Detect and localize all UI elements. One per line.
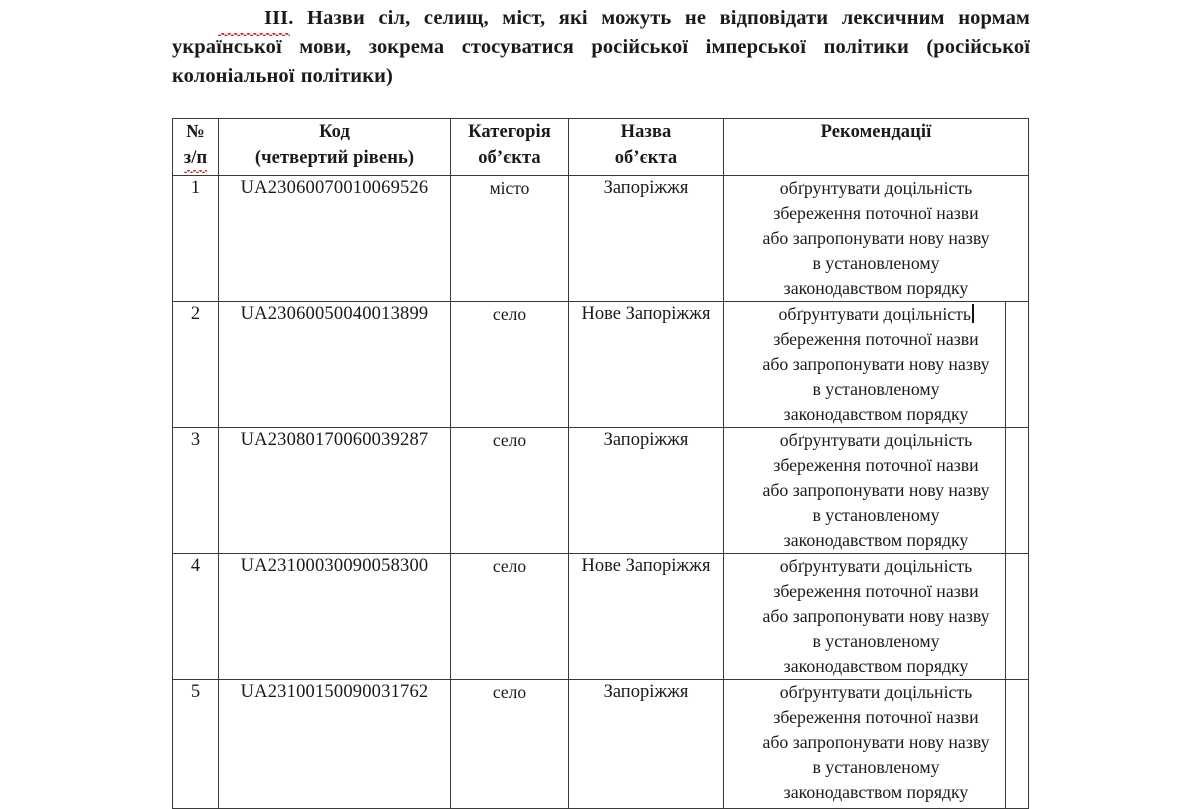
recommendation-line: обґрунтувати доцільність	[724, 302, 1028, 327]
cell-number: 4	[173, 554, 219, 680]
cell-name: Запоріжжя	[569, 176, 724, 302]
recommendation-line: законодавством порядку	[783, 782, 969, 802]
recommendation-line: обґрунтувати доцільність	[779, 682, 973, 702]
recommendation-line: збереження поточної назви	[773, 455, 979, 475]
recommendation-line: збереження поточної назви	[773, 707, 979, 727]
recommendation-line: в установленому	[812, 253, 940, 273]
cell-name: Запоріжжя	[569, 428, 724, 554]
recommendation-line: або запропонувати нову назву	[762, 228, 990, 248]
cell-category: село	[451, 302, 569, 428]
cell-code: UA23100150090031762	[219, 680, 451, 809]
cell-recommendation	[724, 680, 1029, 809]
column-header-category	[451, 119, 569, 176]
recommendation-line: обґрунтувати доцільність	[779, 556, 973, 576]
cell-recommendation	[724, 302, 1029, 428]
cell-category: село	[451, 680, 569, 809]
recommendation-line: обґрунтувати доцільність	[779, 430, 973, 450]
table-header-row	[173, 119, 1029, 176]
recommendation-line: законодавством порядку	[783, 404, 969, 424]
cell-number: 3	[173, 428, 219, 554]
column-header-number-line2: з/п	[173, 145, 218, 171]
recommendation-line: в установленому	[812, 505, 940, 525]
cell-number: 5	[173, 680, 219, 809]
column-header-number-line1: №	[186, 122, 205, 142]
table-header	[173, 119, 1029, 176]
table-row	[173, 428, 1029, 554]
table-row	[173, 554, 1029, 680]
cell-recommendation	[724, 428, 1029, 554]
column-header-code-line2: (четвертий рівень)	[254, 148, 415, 168]
column-header-category-line2: об’єкта	[478, 148, 541, 168]
column-header-recommendation	[724, 119, 1029, 176]
recommendation-line: в установленому	[812, 757, 940, 777]
cell-number: 2	[173, 302, 219, 428]
cell-code: UA23100030090058300	[219, 554, 451, 680]
recommendation-line: в установленому	[812, 631, 940, 651]
recommendation-line: або запропонувати нову назву	[762, 480, 990, 500]
recommendation-line: або запропонувати нову назву	[762, 732, 990, 752]
cell-recommendation	[724, 176, 1029, 302]
cell-code: UA23080170060039287	[219, 428, 451, 554]
column-header-category-line1: Категорія	[468, 122, 551, 142]
section-heading-text: Назви сіл, селищ, міст, які можуть не відповідати лексичним нормам української мови, зокрема стосуватися російської імперської політики (російської колоніальної політики)	[172, 7, 1030, 87]
cell-category: село	[451, 428, 569, 554]
cell-name: Нове Запоріжжя	[569, 554, 724, 680]
cell-recommendation	[724, 554, 1029, 680]
registry-table-wrapper	[172, 118, 1028, 809]
recommendation-line: збереження поточної назви	[773, 203, 979, 223]
column-header-name-line1: Назва	[620, 122, 672, 142]
recommendation-line: обґрунтувати доцільність	[779, 178, 973, 198]
column-header-code-line1: Код	[319, 122, 350, 142]
recommendation-text	[724, 302, 1028, 427]
column-header-recommendation-line1: Рекомендації	[820, 122, 932, 142]
cell-number: 1	[173, 176, 219, 302]
table-row	[173, 302, 1029, 428]
column-header-code	[219, 119, 451, 176]
recommendation-line: законодавством порядку	[783, 656, 969, 676]
recommendation-text	[724, 554, 1028, 679]
recommendation-text	[724, 680, 1028, 805]
recommendation-line: збереження поточної назви	[773, 581, 979, 601]
column-header-name	[569, 119, 724, 176]
cell-category: село	[451, 554, 569, 680]
table-body	[173, 176, 1029, 809]
column-header-number	[173, 119, 219, 176]
cell-name: Запоріжжя	[569, 680, 724, 809]
registry-table	[172, 118, 1029, 809]
text-caret	[972, 304, 974, 323]
table-row	[173, 680, 1029, 809]
column-header-name-line2: об’єкта	[614, 148, 678, 168]
recommendation-line: законодавством порядку	[783, 278, 969, 298]
recommendation-text	[724, 428, 1028, 553]
recommendation-line: або запропонувати нову назву	[762, 354, 990, 374]
recommendation-line: в установленому	[812, 379, 940, 399]
recommendation-text	[724, 176, 1028, 301]
recommendation-line: збереження поточної назви	[773, 329, 979, 349]
section-heading	[172, 4, 1030, 91]
recommendation-line: законодавством порядку	[783, 530, 969, 550]
table-row	[173, 176, 1029, 302]
cell-category: місто	[451, 176, 569, 302]
cell-code: UA23060050040013899	[219, 302, 451, 428]
cell-code: UA23060070010069526	[219, 176, 451, 302]
recommendation-line: або запропонувати нову назву	[762, 606, 990, 626]
section-number: III.	[218, 4, 293, 33]
cell-name: Нове Запоріжжя	[569, 302, 724, 428]
